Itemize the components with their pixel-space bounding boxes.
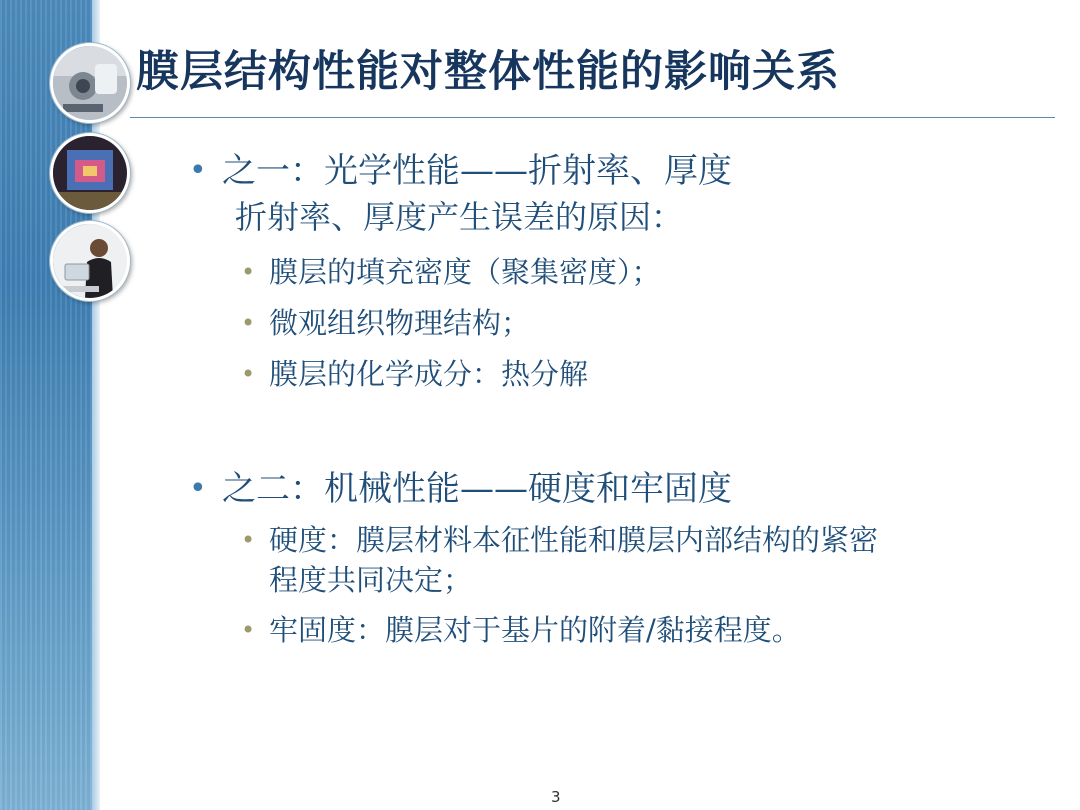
bullet: • (241, 526, 256, 554)
optical-subheading: 折射率、厚度产生误差的原因： (235, 198, 684, 236)
bullet: • (241, 258, 256, 286)
list-item-adhesion: • 牢固度：膜层对于基片的附着/黏接程度。 (185, 610, 1045, 650)
section-heading-mechanical: • 之二：机械性能——硬度和牢固度 (185, 466, 1045, 512)
bullet: • (241, 360, 256, 388)
display-screen-photo (50, 133, 130, 213)
bullet: • (241, 309, 256, 337)
slide-content (185, 148, 1045, 650)
slide-title: 膜层结构性能对整体性能的影响关系 (136, 47, 840, 97)
section-heading-optical: • 之一：光学性能——折射率、厚度 (185, 148, 1045, 194)
list-item: • 膜层的化学成分：热分解 (185, 354, 1045, 394)
person-with-tablet-photo (50, 221, 130, 301)
bullet: • (189, 471, 207, 506)
page-number: 3 (551, 788, 561, 806)
list-item-hardness: • 硬度：膜层材料本征性能和膜层内部结构的紧密 程度共同决定； (185, 520, 1045, 600)
list-item: • 微观组织物理结构； (185, 303, 1045, 343)
bullet: • (241, 616, 256, 644)
bullet: • (189, 153, 207, 188)
title-underline (130, 117, 1055, 118)
list-item: • 膜层的填充密度（聚集密度）； (185, 252, 1045, 292)
optics-equipment-photo (50, 43, 130, 123)
